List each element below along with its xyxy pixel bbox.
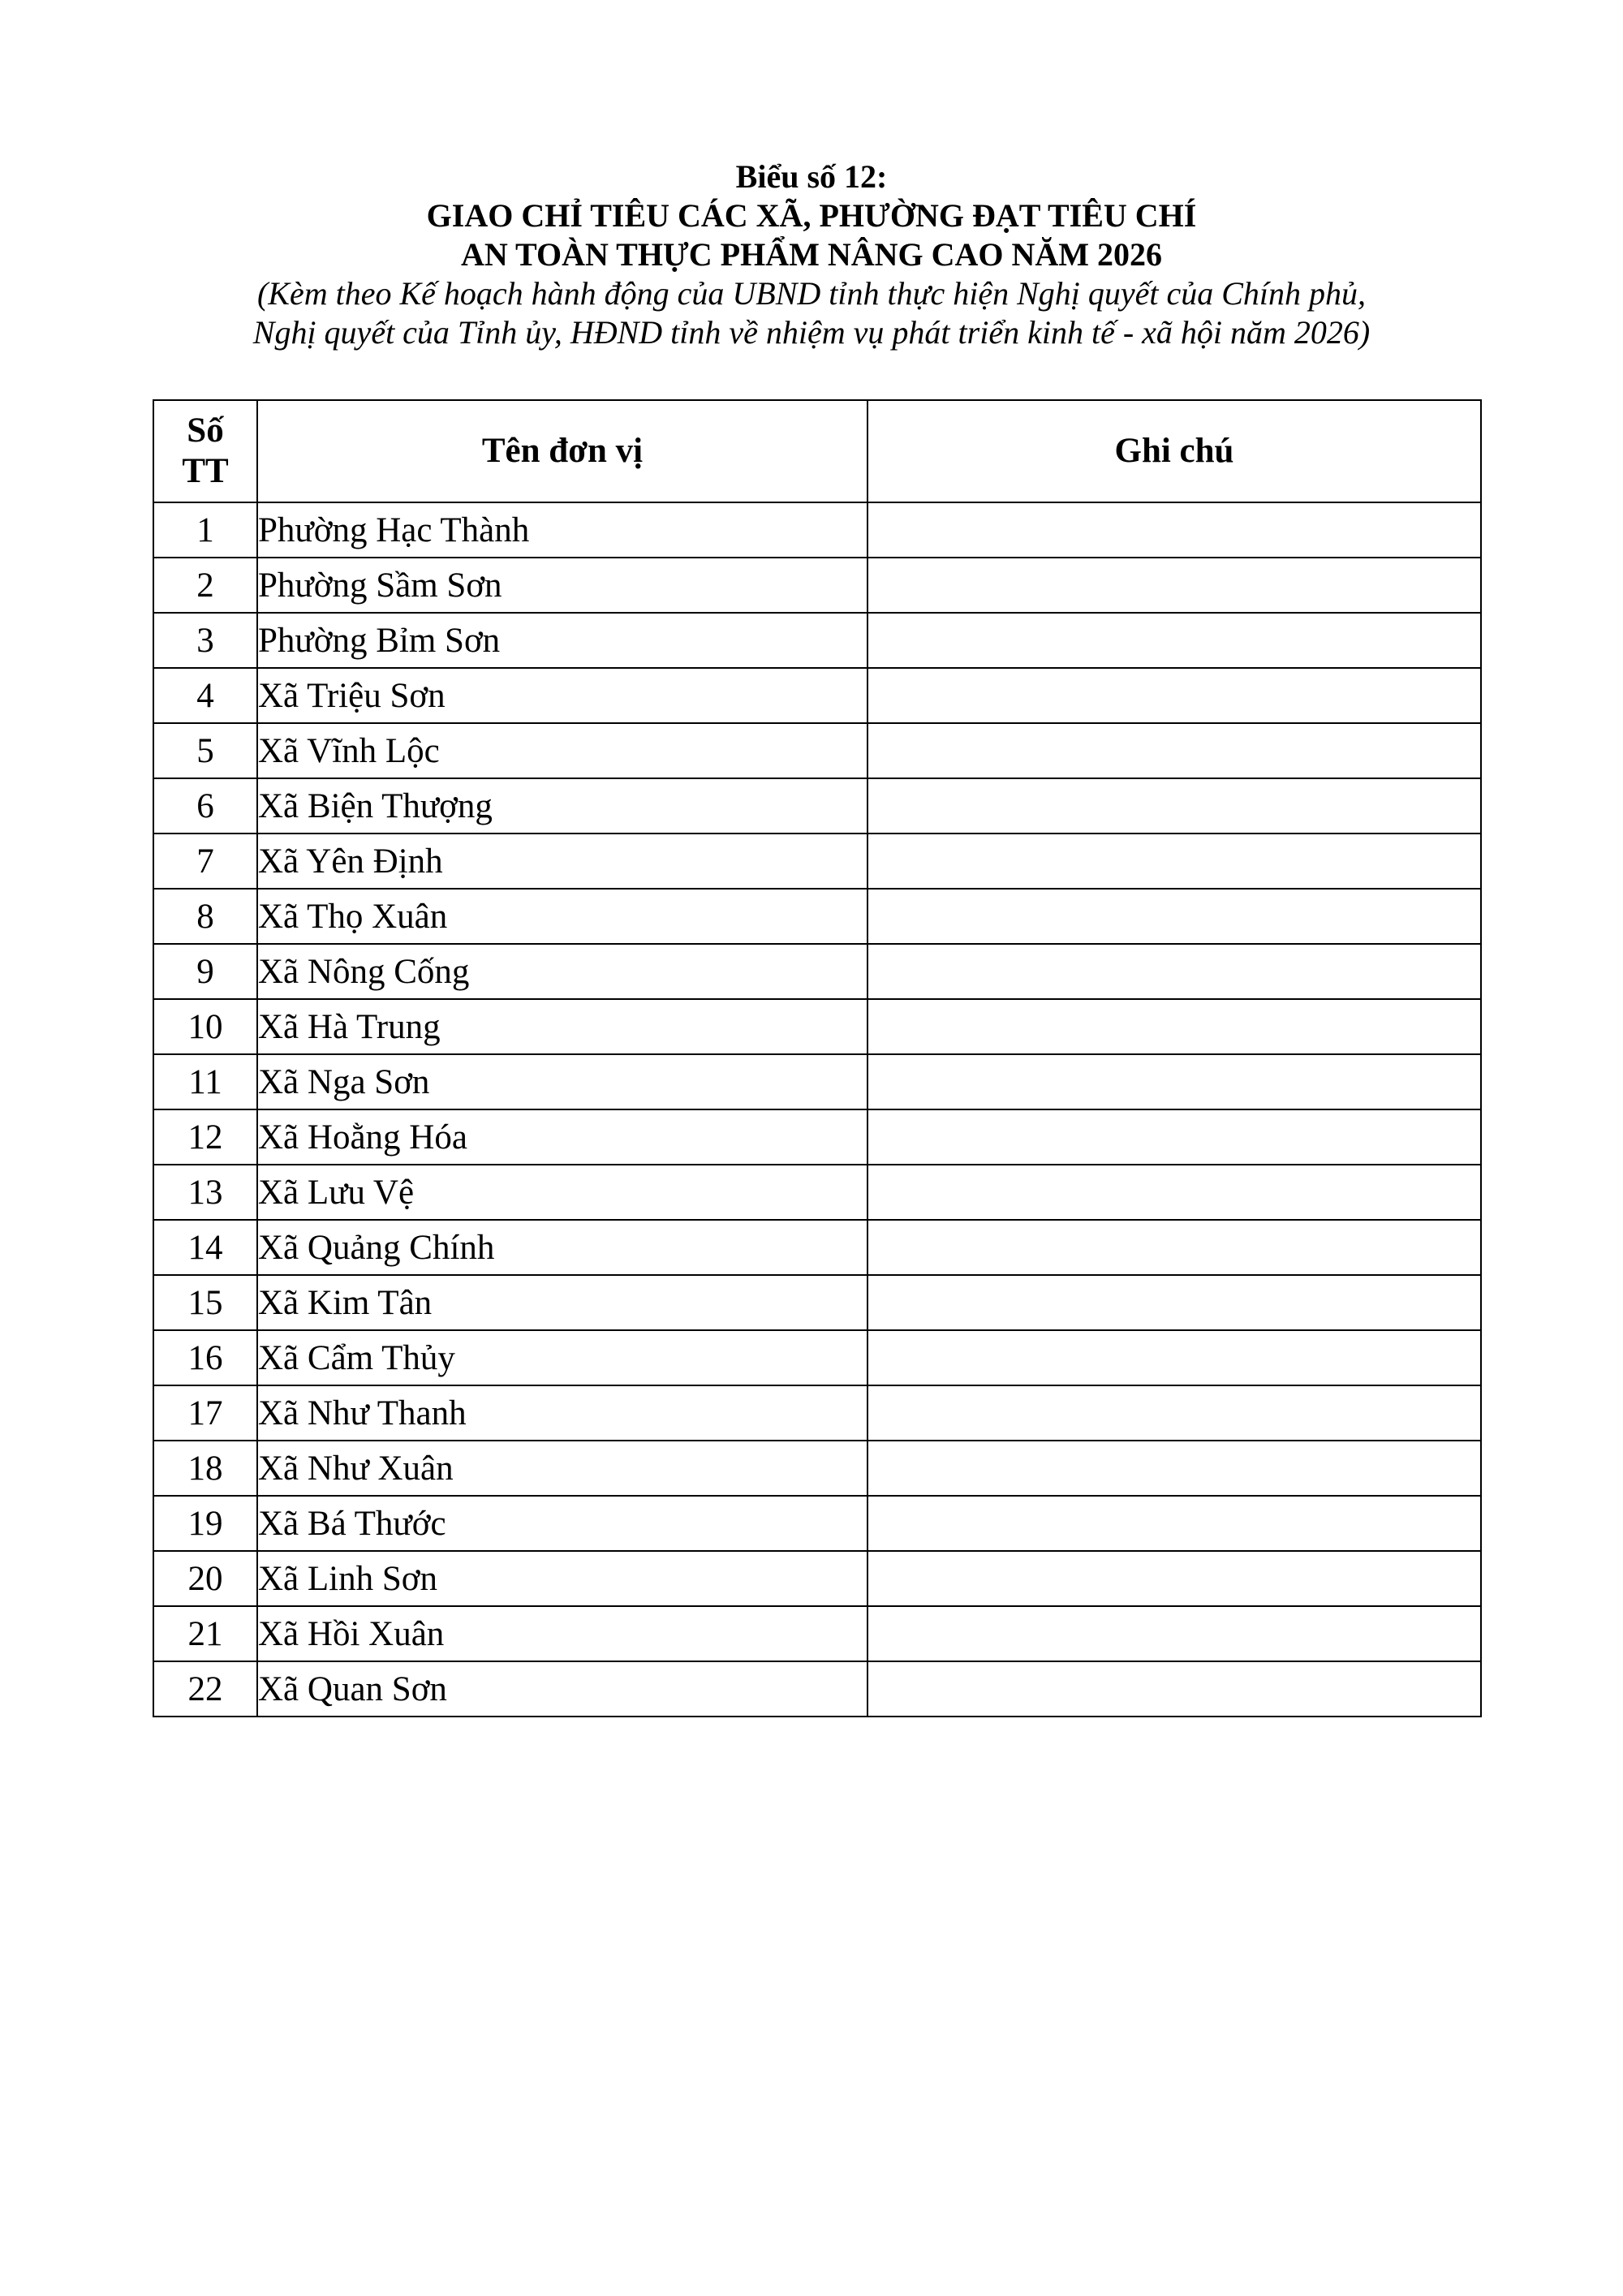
- unit-note: [867, 668, 1481, 723]
- row-number: 16: [153, 1330, 257, 1385]
- unit-note: [867, 723, 1481, 778]
- unit-note: [867, 502, 1481, 558]
- unit-note: [867, 1551, 1481, 1606]
- column-header-stt-line1: Số: [187, 411, 224, 450]
- subtitle-line-1: (Kèm theo Kế hoạch hành động của UBND tỉnh thực hiện Nghị quyết của Chính phủ,: [256, 275, 1367, 312]
- table-row: [153, 1551, 1481, 1606]
- unit-name: Xã Quan Sơn: [257, 1661, 867, 1717]
- unit-name: Phường Bỉm Sơn: [257, 613, 867, 668]
- row-number: 15: [153, 1275, 257, 1330]
- table-header-row: [153, 400, 1481, 502]
- row-number: 14: [153, 1220, 257, 1275]
- unit-note: [867, 999, 1481, 1054]
- unit-name: Xã Nông Cống: [257, 944, 867, 999]
- unit-name: Xã Triệu Sơn: [257, 668, 867, 723]
- row-number: 1: [153, 502, 257, 558]
- unit-name: Xã Lưu Vệ: [257, 1165, 867, 1220]
- subtitle-line-2: Nghị quyết của Tỉnh ủy, HĐND tỉnh về nhiệm vụ phát triển kinh tế - xã hội năm 2026): [252, 314, 1371, 351]
- table-row: [153, 613, 1481, 668]
- unit-note: [867, 1606, 1481, 1661]
- unit-name: Xã Kim Tân: [257, 1275, 867, 1330]
- table-row: [153, 1275, 1481, 1330]
- unit-name: Xã Linh Sơn: [257, 1551, 867, 1606]
- row-number: 7: [153, 834, 257, 889]
- table-row: [153, 1220, 1481, 1275]
- table-row: [153, 778, 1481, 834]
- unit-name: Xã Hoằng Hóa: [257, 1109, 867, 1165]
- row-number: 4: [153, 668, 257, 723]
- row-number: 6: [153, 778, 257, 834]
- unit-name: Xã Hà Trung: [257, 999, 867, 1054]
- unit-note: [867, 1661, 1481, 1717]
- unit-name: Xã Cẩm Thủy: [257, 1330, 867, 1385]
- table-row: [153, 1496, 1481, 1551]
- row-number: 9: [153, 944, 257, 999]
- row-number: 11: [153, 1054, 257, 1109]
- units-table: [153, 399, 1482, 1717]
- unit-note: [867, 558, 1481, 613]
- unit-note: [867, 1109, 1481, 1165]
- table-row: [153, 834, 1481, 889]
- unit-name: Xã Nga Sơn: [257, 1054, 867, 1109]
- unit-note: [867, 944, 1481, 999]
- unit-name: Xã Như Xuân: [257, 1441, 867, 1496]
- table-row: [153, 944, 1481, 999]
- unit-name: Xã Hồi Xuân: [257, 1606, 867, 1661]
- title-line-1: GIAO CHỈ TIÊU CÁC XÃ, PHƯỜNG ĐẠT TIÊU CHÍ: [426, 197, 1197, 234]
- unit-name: Xã Yên Định: [257, 834, 867, 889]
- row-number: 17: [153, 1385, 257, 1441]
- column-header-stt: [153, 400, 257, 502]
- unit-name: Xã Bá Thước: [257, 1496, 867, 1551]
- row-number: 5: [153, 723, 257, 778]
- table-body: [153, 502, 1481, 1717]
- form-number: Biểu số 12:: [735, 158, 888, 195]
- unit-name: Xã Biện Thượng: [257, 778, 867, 834]
- table-row: [153, 668, 1481, 723]
- table-row: [153, 1661, 1481, 1717]
- unit-name: Phường Sầm Sơn: [257, 558, 867, 613]
- table-row: [153, 1165, 1481, 1220]
- unit-note: [867, 1275, 1481, 1330]
- row-number: 21: [153, 1606, 257, 1661]
- unit-name: Xã Quảng Chính: [257, 1220, 867, 1275]
- table-row: [153, 723, 1481, 778]
- table-row: [153, 1441, 1481, 1496]
- unit-note: [867, 1220, 1481, 1275]
- unit-note: [867, 889, 1481, 944]
- title-line-2: AN TOÀN THỰC PHẨM NÂNG CAO NĂM 2026: [460, 236, 1163, 273]
- row-number: 22: [153, 1661, 257, 1717]
- unit-note: [867, 1496, 1481, 1551]
- column-header-name: Tên đơn vị: [257, 400, 867, 502]
- unit-name: Xã Vĩnh Lộc: [257, 723, 867, 778]
- table-row: [153, 889, 1481, 944]
- row-number: 3: [153, 613, 257, 668]
- unit-note: [867, 1330, 1481, 1385]
- column-header-stt-line2: TT: [182, 452, 229, 490]
- table-row: [153, 1385, 1481, 1441]
- document-header: [0, 157, 1623, 352]
- column-header-note: Ghi chú: [867, 400, 1481, 502]
- row-number: 18: [153, 1441, 257, 1496]
- unit-name: Xã Thọ Xuân: [257, 889, 867, 944]
- row-number: 8: [153, 889, 257, 944]
- unit-note: [867, 778, 1481, 834]
- table-row: [153, 999, 1481, 1054]
- unit-note: [867, 1165, 1481, 1220]
- table-row: [153, 502, 1481, 558]
- table-row: [153, 1330, 1481, 1385]
- unit-name: Xã Như Thanh: [257, 1385, 867, 1441]
- table-row: [153, 1606, 1481, 1661]
- unit-name: Phường Hạc Thành: [257, 502, 867, 558]
- row-number: 2: [153, 558, 257, 613]
- unit-note: [867, 1441, 1481, 1496]
- unit-note: [867, 1385, 1481, 1441]
- table-row: [153, 558, 1481, 613]
- row-number: 13: [153, 1165, 257, 1220]
- unit-note: [867, 834, 1481, 889]
- row-number: 19: [153, 1496, 257, 1551]
- table-row: [153, 1054, 1481, 1109]
- row-number: 12: [153, 1109, 257, 1165]
- row-number: 10: [153, 999, 257, 1054]
- unit-note: [867, 613, 1481, 668]
- table-row: [153, 1109, 1481, 1165]
- row-number: 20: [153, 1551, 257, 1606]
- unit-note: [867, 1054, 1481, 1109]
